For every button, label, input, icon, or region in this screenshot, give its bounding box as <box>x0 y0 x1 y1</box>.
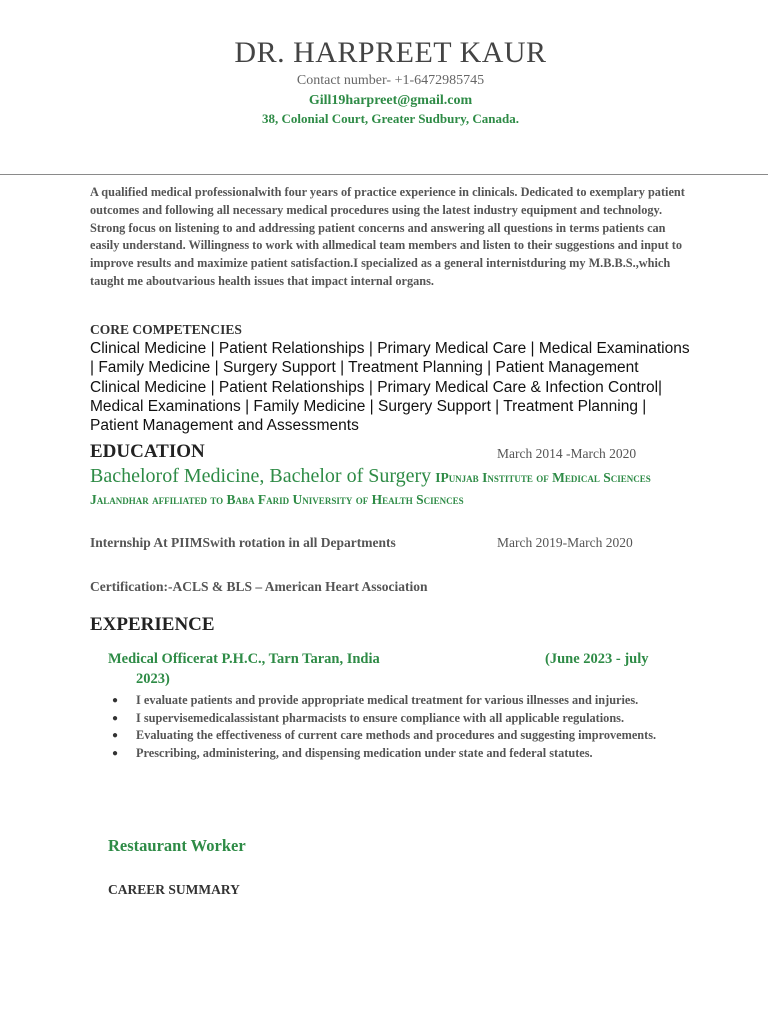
career-summary-heading: CAREER SUMMARY <box>108 882 240 897</box>
email-address[interactable]: Gill19harpreet@gmail.com <box>308 93 473 108</box>
degree-block <box>90 465 670 511</box>
competencies-heading: CORE COMPETENCIES <box>90 322 242 337</box>
certification-line: Certification:-ACLS & BLS – American Heart Association <box>90 579 428 594</box>
education-date: March 2014 -March 2020 <box>497 446 637 461</box>
internship-date: March 2019-March 2020 <box>497 535 633 550</box>
duty-text: Evaluating the effectiveness of current care methods and procedures and suggesting improvements. <box>136 728 657 743</box>
bullet-icon: ● <box>112 748 119 760</box>
candidate-name: DR. HARPREET KAUR <box>234 36 547 69</box>
list-item <box>112 692 672 710</box>
bullet-icon: ● <box>112 695 119 706</box>
job-date-start: (June 2023 - july <box>545 651 649 667</box>
degree-title: Bachelorof Medicine, Bachelor of Surgery <box>90 465 432 487</box>
internship-line: Internship At PIIMSwith rotation in all Departments <box>90 535 396 550</box>
competencies-list: Clinical Medicine | Patient Relationships | Primary Medical Care | Medical Examinations | Family Medicine | Surgery Support | Treatment Planning | Patient Management Clinical Medicine | Patient Relationships | Primary Medical Care & Infection Control| Medical Examinations | Family Medicine | Surgery Support | Treatment Planning | Patient Management and Assessments <box>90 340 690 435</box>
header-divider <box>0 174 768 175</box>
list-item <box>112 710 672 728</box>
second-job-title: Restaurant Worker <box>108 836 246 855</box>
list-item <box>112 745 672 763</box>
job-duties-list <box>112 692 672 763</box>
experience-heading: EXPERIENCE <box>90 614 215 635</box>
job-date-end: 2023) <box>136 671 170 687</box>
bullet-icon: ● <box>112 712 119 724</box>
contact-number: Contact number- +1-6472985745 <box>296 73 485 88</box>
professional-summary: A qualified medical professionalwith four years of practice experience in clinicals. Dedicated to exemplary patient outcomes and following all necessary medical procedures using the latest industry equipment and technology. Strong focus on listening to and addressing patient concerns and answering all questions in terms patients can easily understand. Willingness to work with allmedical team members and listen to their suggestions and input to improve results and maximize patient satisfaction.I specialized as a general internistduring my M.B.B.S.,which taught me aboutvarious health issues that impact internal organs. <box>90 185 685 288</box>
duty-text: I supervisemedicalassistant pharmacists to ensure compliance with all applicable regulations. <box>136 710 625 725</box>
postal-address: 38, Colonial Court, Greater Sudbury, Canada. <box>261 111 520 126</box>
duty-text: I evaluate patients and provide appropriate medical treatment for various illnesses and injuries. <box>136 693 639 707</box>
education-heading: EDUCATION <box>90 441 205 462</box>
list-item <box>112 727 672 745</box>
institution-name: IPunjab Institute of Medical Sciences Jalandhar affiliated to Baba Farid University of Health Sciences <box>90 470 651 507</box>
job-title: Medical Officerat P.H.C., Tarn Taran, India <box>108 651 380 667</box>
bullet-icon: ● <box>112 730 119 742</box>
duty-text: Prescribing, administering, and dispensing medication under state and federal statutes. <box>136 746 593 761</box>
